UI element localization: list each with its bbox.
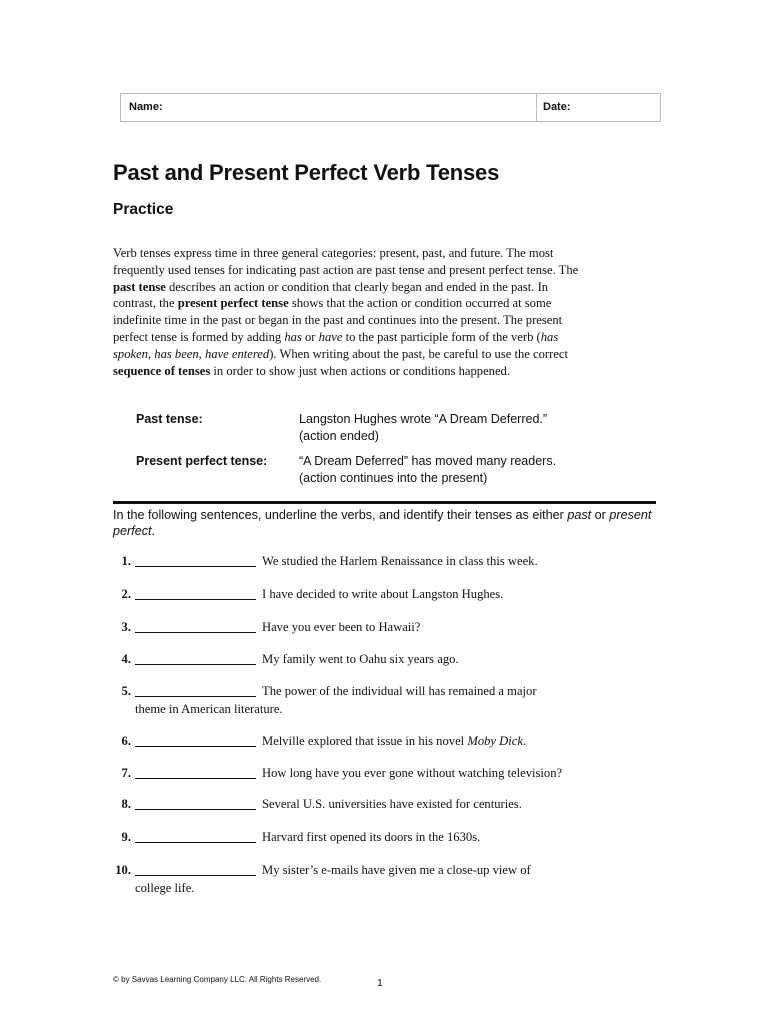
- example-note: (action ended): [299, 428, 379, 443]
- intro-italic-examples: has spoken, has been, have entered: [113, 329, 559, 361]
- exercise-item: [112, 683, 582, 718]
- item-number: 10.: [115, 863, 131, 877]
- exercise-item: [112, 796, 582, 814]
- intro-text-4: or: [301, 329, 319, 344]
- intro-text-3: shows that the action or condition occurred at some indefinite time in the past or began in the past and continues into the present. The present perfect tense is formed by adding: [113, 296, 563, 344]
- exercise-item: [112, 651, 582, 669]
- page-number: 1: [377, 977, 383, 989]
- intro-text-2: describes an action or condition that clearly began and ended in the past. In contrast, the: [113, 279, 549, 311]
- answer-blank[interactable]: [135, 566, 256, 567]
- intro-paragraph: [113, 245, 583, 379]
- section-divider: [113, 501, 656, 504]
- intro-text-1: Verb tenses express time in three general categories: present, past, and future. The most frequently used tenses for indicating past action are past tense and present perfect tense. The: [113, 246, 579, 277]
- answer-blank[interactable]: [135, 664, 256, 665]
- answer-blank[interactable]: [135, 599, 256, 600]
- exercise-item: [112, 862, 582, 897]
- exercise-item: [112, 829, 582, 847]
- answer-blank[interactable]: [135, 809, 256, 810]
- item-number: 8.: [121, 797, 131, 811]
- item-number: 4.: [121, 652, 131, 666]
- intro-bold-past-tense: past tense: [113, 279, 166, 294]
- instructions-text-2: or: [591, 508, 610, 522]
- instructions-italic-past: past: [567, 508, 592, 522]
- instructions-text-1: In the following sentences, underline the verbs, and identify their tenses as either: [113, 508, 568, 522]
- item-number: 3.: [121, 620, 131, 634]
- intro-bold-sequence: sequence of tenses: [113, 363, 211, 378]
- example-sentence: “A Dream Deferred” has moved many readers.: [299, 454, 557, 468]
- date-field[interactable]: [537, 94, 660, 121]
- instructions-italic-present-perfect: present perfect: [113, 508, 652, 539]
- intro-text-7: in order to show just when actions or conditions happened.: [210, 363, 510, 378]
- item-sentence: We studied the Harlem Renaissance in class this week.: [262, 554, 538, 568]
- item-sentence: My family went to Oahu six years ago.: [262, 652, 459, 666]
- page-subtitle: Practice: [113, 201, 174, 218]
- item-number: 9.: [121, 830, 131, 844]
- exercise-item: [112, 619, 582, 637]
- intro-text-5: to the past participle form of the verb (: [342, 329, 541, 344]
- example-label: Present perfect tense:: [136, 454, 268, 468]
- item-sentence: My sister’s e-mails have given me a close-up view of: [262, 863, 531, 877]
- item-sentence: Several U.S. universities have existed for centuries.: [262, 797, 522, 811]
- answer-blank[interactable]: [135, 875, 256, 876]
- answer-blank[interactable]: [135, 632, 256, 633]
- item-sentence-continuation: theme in American literature.: [135, 701, 283, 716]
- exercise-item: [112, 586, 582, 604]
- answer-blank[interactable]: [135, 696, 256, 697]
- item-number: 7.: [121, 766, 131, 780]
- item-number: 6.: [121, 734, 131, 748]
- intro-italic-has: has: [284, 329, 302, 344]
- item-number: 1.: [121, 554, 131, 568]
- example-note: (action continues into the present): [299, 470, 488, 485]
- answer-blank[interactable]: [135, 746, 256, 747]
- name-field[interactable]: [121, 94, 537, 121]
- item-sentence-end: .: [522, 734, 527, 748]
- page-title: Past and Present Perfect Verb Tenses: [113, 160, 500, 185]
- name-label: Name:: [129, 101, 163, 113]
- intro-text-6: ). When writing about the past, be careful to use the correct: [269, 346, 568, 361]
- intro-italic-have: have: [318, 329, 343, 344]
- answer-blank[interactable]: [135, 778, 256, 779]
- name-date-box: [120, 93, 661, 122]
- instructions-text-3: .: [151, 524, 156, 539]
- item-number: 5.: [121, 684, 131, 698]
- date-label: Date:: [543, 101, 571, 113]
- item-sentence: Harvard first opened its doors in the 1630s.: [262, 830, 481, 844]
- intro-bold-present-perfect: present perfect tense: [177, 296, 289, 311]
- exercise-item: [112, 733, 582, 751]
- item-sentence-continuation: college life.: [135, 880, 195, 895]
- item-sentence: I have decided to write about Langston Hughes.: [262, 587, 504, 601]
- item-sentence: [112, 733, 582, 751]
- item-sentence-italic: Moby Dick: [467, 734, 523, 748]
- instructions: [113, 507, 663, 540]
- example-label: Past tense:: [136, 412, 203, 426]
- item-sentence: The power of the individual will has remained a major: [262, 684, 537, 698]
- example-sentence: Langston Hughes wrote “A Dream Deferred.”: [299, 412, 548, 426]
- item-sentence: Have you ever been to Hawaii?: [262, 620, 421, 634]
- answer-blank[interactable]: [135, 842, 256, 843]
- copyright-notice: © by Savvas Learning Company LLC. All Rights Reserved.: [113, 975, 322, 984]
- item-number: 2.: [121, 587, 131, 601]
- exercise-item: [112, 765, 582, 783]
- item-sentence: How long have you ever gone without watching television?: [262, 766, 563, 780]
- exercise-item: [112, 553, 582, 571]
- item-sentence-text: Melville explored that issue in his novel: [262, 734, 468, 748]
